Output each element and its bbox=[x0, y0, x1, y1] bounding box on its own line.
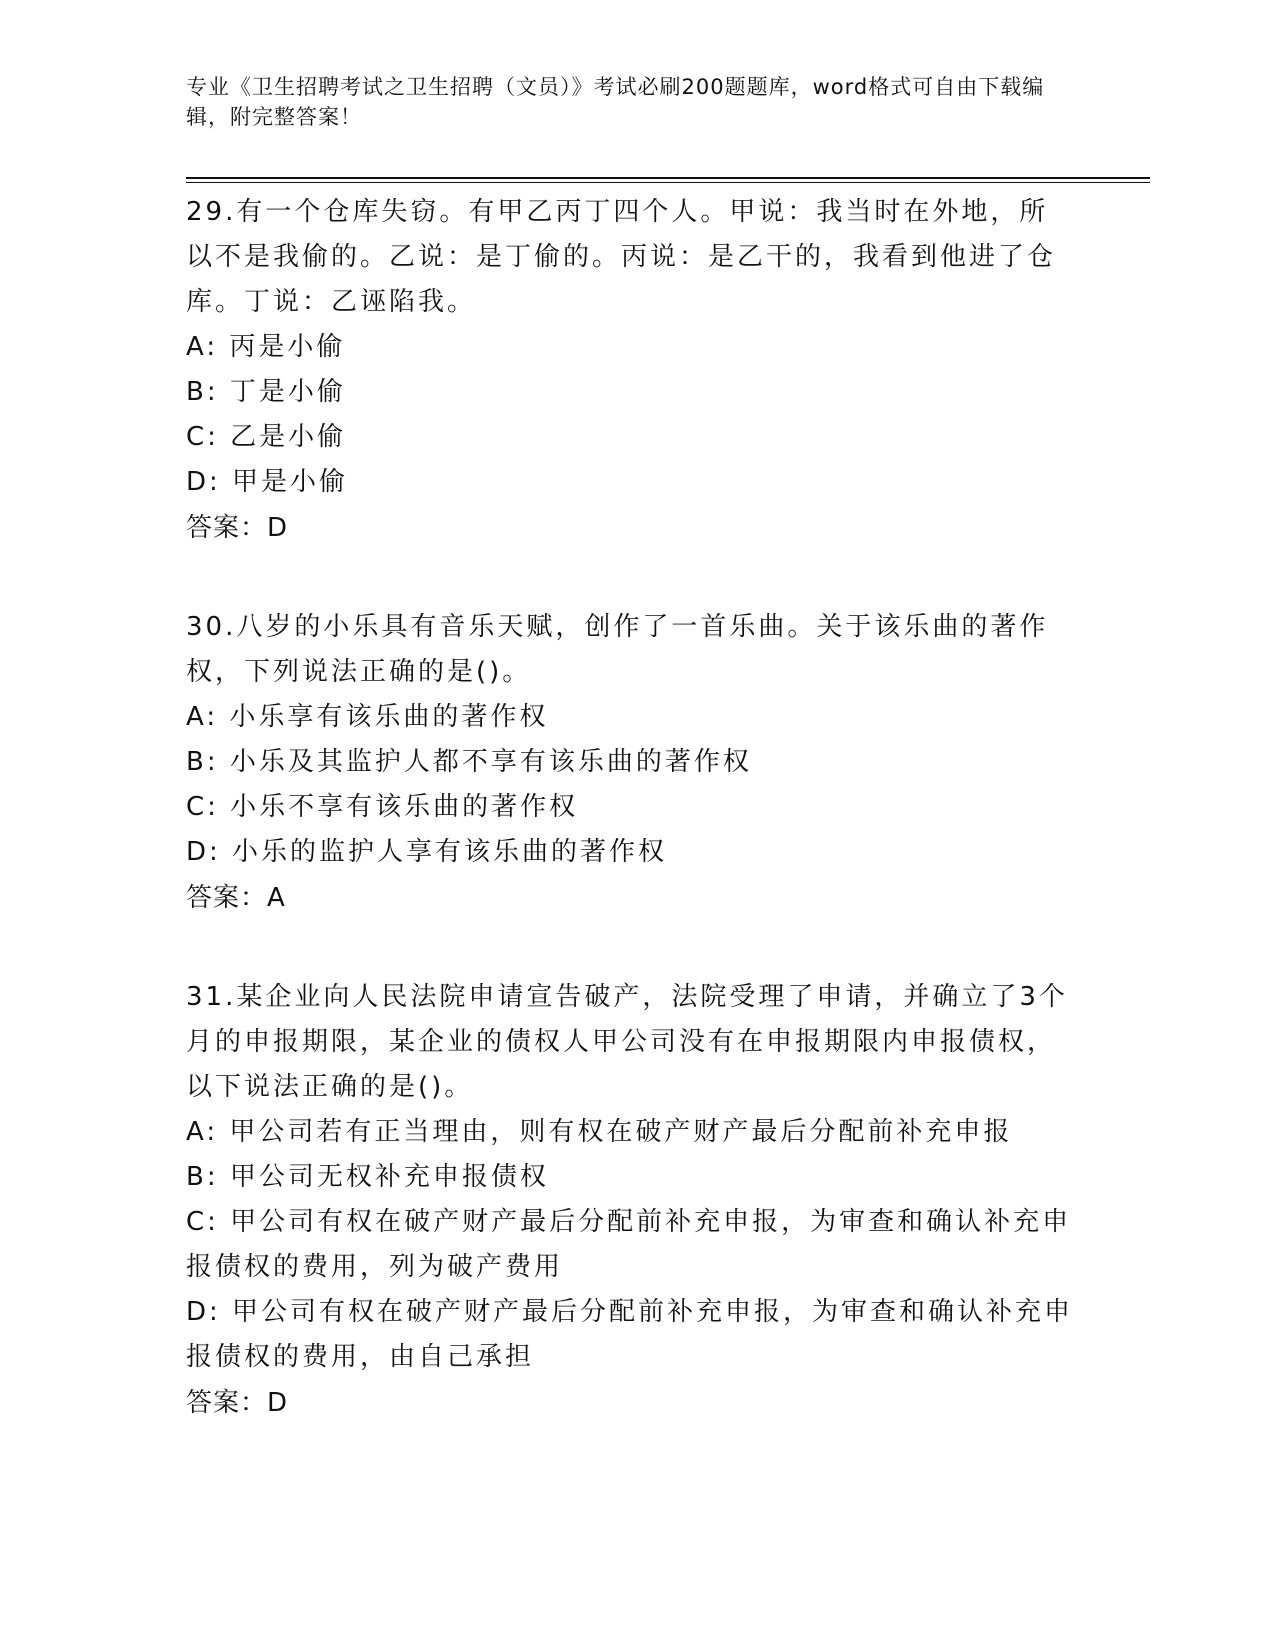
option-a: A: 甲公司若有正当理由，则有权在破产财产最后分配前补充申报 bbox=[186, 1117, 1013, 1147]
question-text: 31.某企业向人民法院申请宣告破产，法院受理了申请，并确立了3个月的申报期限，某企业的债权人甲公司没有在申报期限内申报债权，以下说法正确的是()。 bbox=[186, 982, 1068, 1102]
option-a: A: 丙是小偷 bbox=[186, 332, 346, 362]
option-c: C: 甲公司有权在破产财产最后分配前补充申报，为审查和确认补充申报债权的费用，列为破产费用 bbox=[186, 1207, 1072, 1282]
answer-line: 答案：D bbox=[186, 1388, 289, 1418]
question-list bbox=[186, 190, 1076, 1480]
option-b: B: 小乐及其监护人都不享有该乐曲的著作权 bbox=[186, 747, 752, 777]
answer-line: 答案：A bbox=[186, 883, 286, 913]
document-header: 专业《卫生招聘考试之卫生招聘（文员）》考试必刷200题题库，word格式可自由下载编辑，附完整答案！ bbox=[186, 75, 1045, 129]
option-b: B: 丁是小偷 bbox=[186, 377, 346, 407]
question-text: 29.有一个仓库失窃。有甲乙丙丁四个人。甲说：我当时在外地，所以不是我偷的。乙说：是丁偷的。丙说：是乙干的，我看到他进了仓库。丁说：乙诬陷我。 bbox=[186, 197, 1057, 317]
question-29 bbox=[186, 190, 1076, 551]
option-a: A: 小乐享有该乐曲的著作权 bbox=[186, 702, 549, 732]
option-b: B: 甲公司无权补充申报债权 bbox=[186, 1162, 549, 1192]
question-text: 30.八岁的小乐具有音乐天赋，创作了一首乐曲。关于该乐曲的著作权，下列说法正确的是()。 bbox=[186, 612, 1049, 687]
option-c: C: 乙是小偷 bbox=[186, 422, 347, 452]
option-c: C: 小乐不享有该乐曲的著作权 bbox=[186, 792, 579, 822]
question-31 bbox=[186, 975, 1076, 1426]
option-d: D: 甲是小偷 bbox=[186, 467, 349, 497]
question-30 bbox=[186, 605, 1076, 921]
option-d: D: 小乐的监护人享有该乐曲的著作权 bbox=[186, 837, 668, 867]
header-rule-top bbox=[186, 177, 1150, 179]
answer-line: 答案：D bbox=[186, 513, 289, 543]
header-rule-bottom bbox=[186, 182, 1150, 183]
option-d: D: 甲公司有权在破产财产最后分配前补充申报，为审查和确认补充申报债权的费用，由自己承担 bbox=[186, 1297, 1074, 1372]
